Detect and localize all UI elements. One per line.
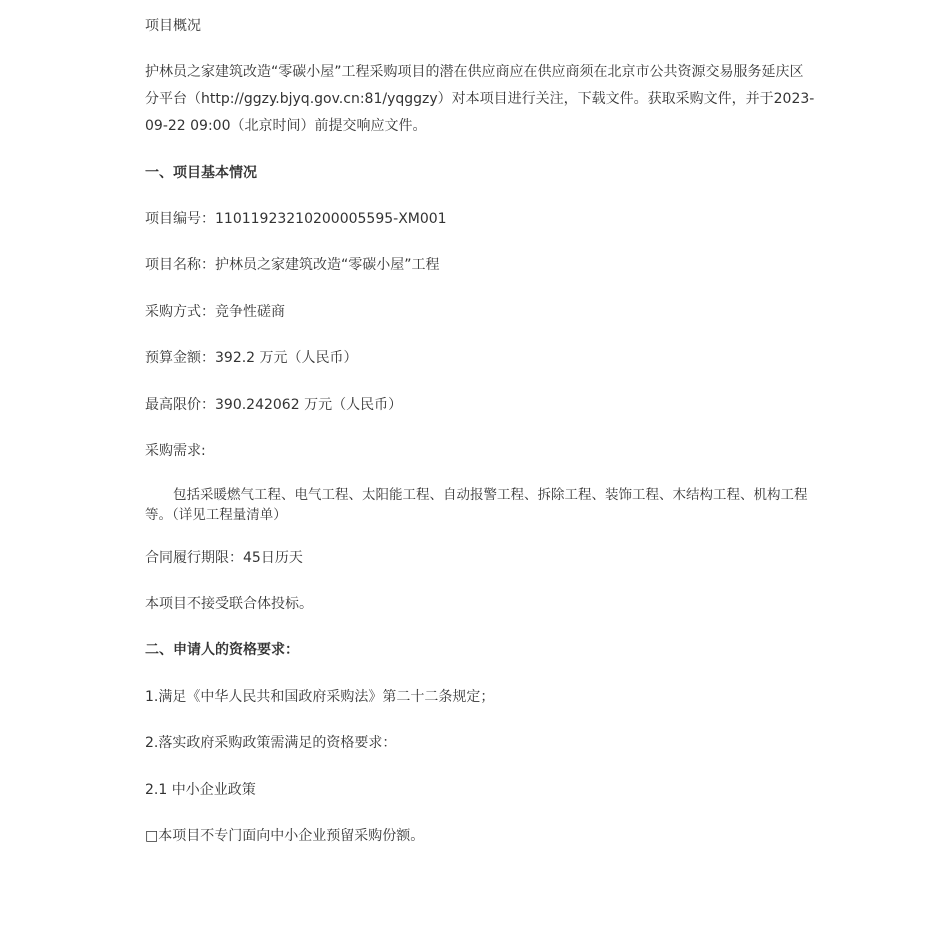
overview-title: 项目概况 <box>145 18 201 34</box>
section1-heading: 一、项目基本情况 <box>145 165 257 181</box>
demand-label: 采购需求: <box>145 443 206 459</box>
max-price: 最高限价：390.242062 万元（人民币） <box>145 397 403 413</box>
demand-text: 包括采暖燃气工程、电气工程、太阳能工程、自动报警工程、拆除工程、装饰工程、木结构工程、机构工程等。（详见工程量清单） <box>145 487 808 523</box>
budget-amount: 预算金额：392.2 万元（人民币） <box>145 350 358 366</box>
sme-reservation-note: □本项目不专门面向中小企业预留采购份额。 <box>145 828 425 844</box>
consortium-note: 本项目不接受联合体投标。 <box>145 596 313 612</box>
qualification-item-2-1: 2.1 中小企业政策 <box>145 782 256 798</box>
overview-body: 护林员之家建筑改造“零碳小屋”工程采购项目的潜在供应商应在供应商须在北京市公共资源交易服务延庆区分平台（http://ggzy.bjyq.gov.cn:81/yqggzy）对本项目进行关注，下载文件。获取采购文件，并于2023-09-22 09:00（北京时间）前提交响应文件。 <box>145 64 815 134</box>
section2-heading: 二、申请人的资格要求： <box>145 642 299 658</box>
procurement-method: 采购方式：竞争性磋商 <box>145 304 285 320</box>
qualification-item-2: 2.落实政府采购政策需满足的资格要求： <box>145 735 397 751</box>
project-name: 项目名称：护林员之家建筑改造“零碳小屋”工程 <box>145 257 440 273</box>
project-number: 项目编号：11011923210200005595-XM001 <box>145 211 447 227</box>
contract-period: 合同履行期限：45日历天 <box>145 550 303 566</box>
qualification-item-1: 1.满足《中华人民共和国政府采购法》第二十二条规定； <box>145 689 495 705</box>
